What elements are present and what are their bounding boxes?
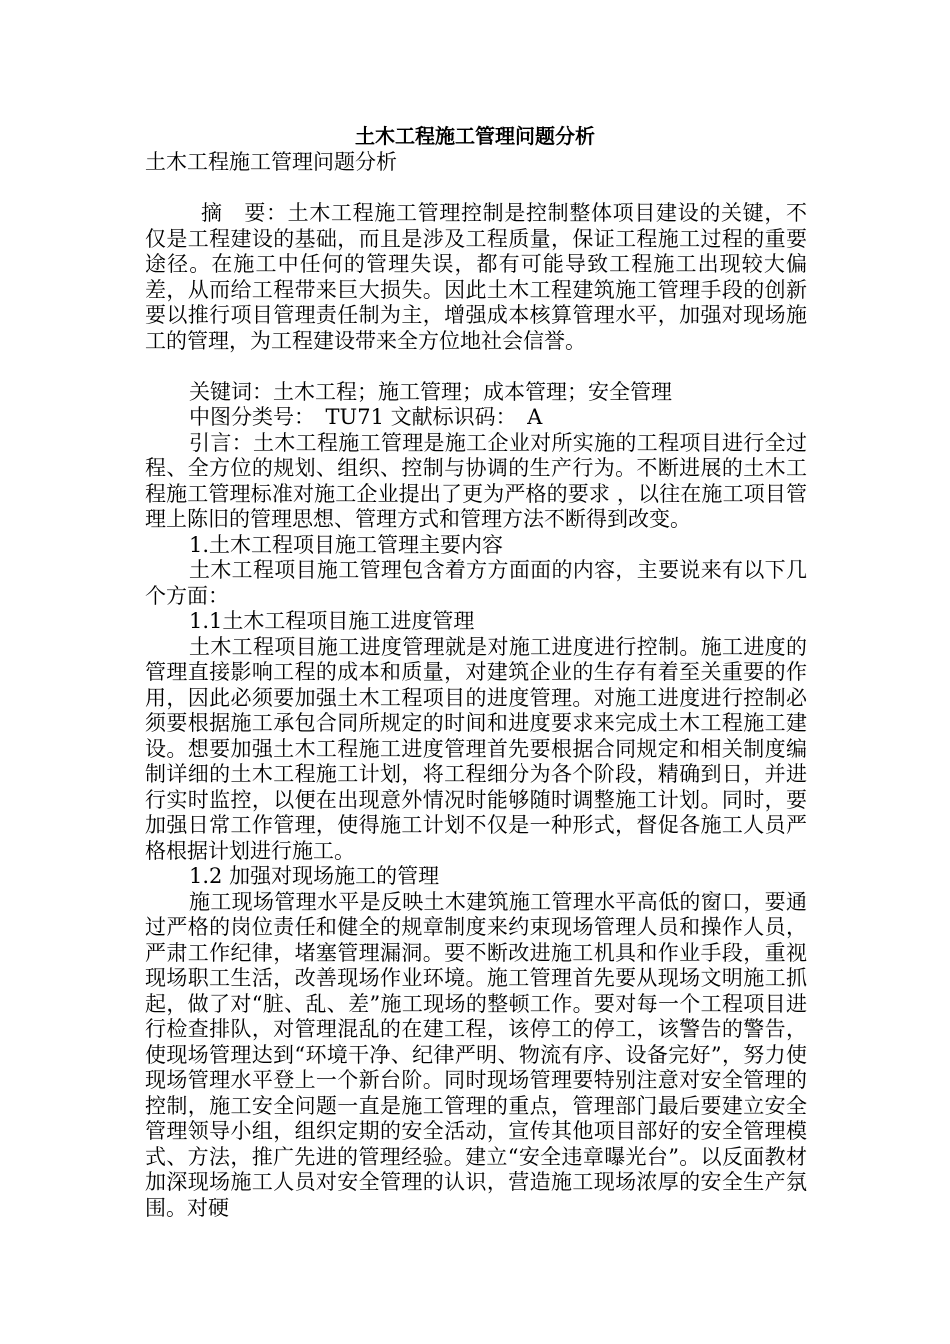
section-1-2-heading: 1.2 加强对现场施工的管理 <box>189 864 440 888</box>
keywords-line: 关键词：土木工程；施工管理；成本管理；安全管理 <box>189 379 672 404</box>
subtitle: 土木工程施工管理问题分析 <box>145 150 397 174</box>
intro-paragraph: 引言：土木工程施工管理是施工企业对所实施的工程项目进行全过程、全方位的规划、组织、控制与协调的生产行为。不断进展的土木工程施工管理标准对施工企业提出了更为严格的要求 ，以往在施工项目管理上陈旧的管理思想、管理方式和管理方法不断得到改变。 <box>145 430 807 531</box>
section-1-1-paragraph: 土木工程项目施工进度管理就是对施工进度进行控制。施工进度的管理直接影响工程的成本和质量，对建筑企业的生存有着至关重要的作用，因此必须要加强土木工程项目的进度管理。对施工进度进行控制必须要根据施工承包合同所规定的时间和进度要求来完成土木工程施工建设。想要加强土木工程施工进度管理首先要根据合同规定和相关制度编制详细的土木工程施工计划，将工程细分为各个阶段，精确到日，并进行实时监控，以便在出现意外情况时能够随时调整施工计划。同时，要加强日常工作管理，使得施工计划不仅是一种形式，督促各施工人员严格根据计划进行施工。 <box>145 634 807 863</box>
section-1-heading: 1.土木工程项目施工管理主要内容 <box>189 532 504 557</box>
spacer <box>145 354 807 380</box>
section-1-2-paragraph: 施工现场管理水平是反映土木建筑施工管理水平高低的窗口，要通过严格的岗位责任和健全的规章制度来约束现场管理人员和操作人员，严肃工作纪律，堵塞管理漏洞。要不断改进施工机具和作业手段，重视现场职工生活，改善现场作业环境。施工管理首先要从现场文明施工抓起，做了对“脏、乱、差”施工现场的整顿工作。要对每一个工程项目进行检查排队，对管理混乱的在建工程，该停工的停工，该警告的警告，使现场管理达到“环境干净、纪律严明、物流有序、设备完好”，努力使现场管理水平登上一个新台阶。同时现场管理要特别注意对安全管理的控制，施工安全问题一直是施工管理的重点，管理部门最后要建立安全管理领导小组，组织定期的安全活动，宣传其他项目部好的安全管理模式、方法，推广先进的管理经验。建立“安全违章曝光台”。以反面教材加深现场施工人员对安全管理的认识，营造施工现场浓厚的安全生产氛围。对硬 <box>145 889 807 1220</box>
document-title: 土木工程施工管理问题分析 <box>355 124 595 148</box>
section-1-1-heading: 1.1土木工程项目施工进度管理 <box>189 609 475 633</box>
classification-line: 中图分类号： TU71 文献标识码： A <box>189 405 543 429</box>
spacer <box>145 176 807 202</box>
document-body <box>145 150 807 1221</box>
abstract-paragraph: 摘 要：土木工程施工管理控制是控制整体项目建设的关键，不仅是工程建设的基础，而且是涉及工程质量，保证工程施工过程的重要途径。在施工中任何的管理失误，都有可能导致工程施工出现较大偏差，从而给工程带来巨大损失。因此土木工程建筑施工管理手段的创新要以推行项目管理责任制为主，增强成本核算管理水平，加强对现场施工的管理，为工程建设带来全方位地社会信誉。 <box>145 201 807 353</box>
section-1-paragraph: 土木工程项目施工管理包含着方方面面的内容，主要说来有以下几个方面： <box>145 558 807 608</box>
